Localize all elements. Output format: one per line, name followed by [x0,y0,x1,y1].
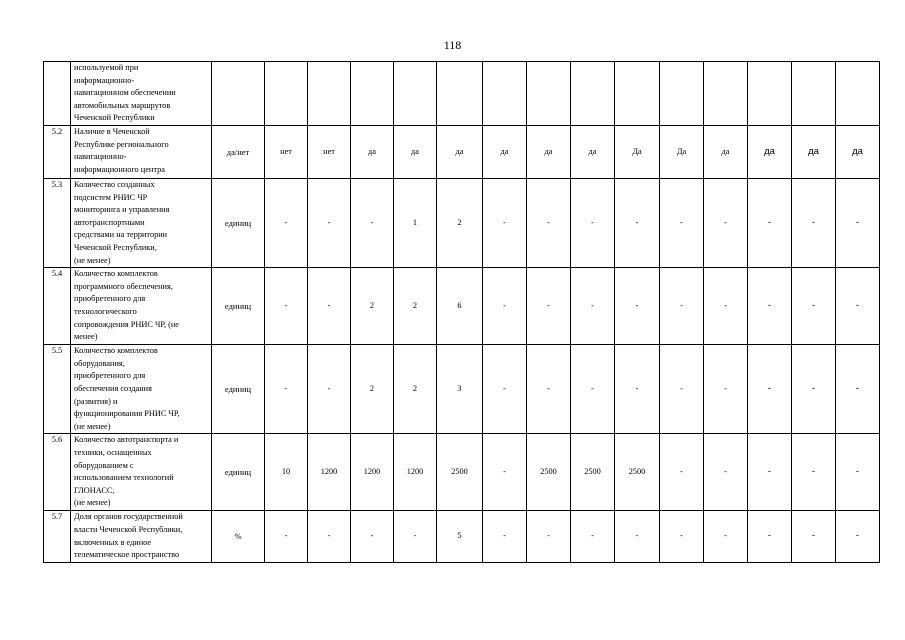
value-cell: - [351,511,394,562]
value-cell [792,62,836,126]
value-cell [351,62,394,126]
row-number: 5.4 [44,268,71,345]
indicator-description [71,62,212,126]
value-cell: - [483,511,527,562]
value-cell: - [748,345,792,434]
unit-cell: единиц [212,434,265,511]
value-cell: - [792,434,836,511]
value-cell: 2 [437,179,483,268]
value-cell: да [437,126,483,179]
indicator-description [71,434,212,511]
indicator-description [71,345,212,434]
value-cell: - [483,179,527,268]
value-cell: - [308,179,351,268]
value-cell: - [704,179,748,268]
value-cell: нет [308,126,351,179]
value-cell [704,62,748,126]
value-cell: да [351,126,394,179]
value-cell: - [265,345,308,434]
value-cell [308,62,351,126]
value-cell: - [792,511,836,562]
value-cell: да [527,126,571,179]
value-cell: 6 [437,268,483,345]
indicator-description [71,179,212,268]
description-line: Количество созданных [74,180,155,189]
value-cell: - [836,434,880,511]
value-cell: 3 [437,345,483,434]
table-row [44,268,880,345]
value-cell: - [527,179,571,268]
indicator-description [71,126,212,179]
value-cell: - [660,511,704,562]
value-cell: 5 [437,511,483,562]
value-cell: - [748,179,792,268]
value-cell: 1200 [308,434,351,511]
description-line: использованием технологий [74,473,174,483]
row-number: 5.2 [44,126,71,179]
value-cell: - [571,268,615,345]
value-cell: - [615,511,660,562]
value-cell: - [527,511,571,562]
table-row [44,511,880,562]
description-line: менее) [74,332,98,342]
table-row [44,345,880,434]
value-cell: - [308,345,351,434]
value-cell: - [483,268,527,345]
value-cell: - [527,345,571,434]
value-cell: - [571,345,615,434]
value-cell: - [704,434,748,511]
description-line: сопровождения РНИС ЧР, (не [74,319,179,329]
value-cell: - [483,345,527,434]
value-cell: - [704,511,748,562]
table-row [44,434,880,511]
value-cell: - [265,268,308,345]
value-cell: - [660,434,704,511]
description-line: Наличие в Чеченской [74,127,150,136]
description-line: информационного центра [74,164,165,174]
value-cell: 2500 [571,434,615,511]
row-number [44,62,71,126]
row-number: 5.3 [44,179,71,268]
description-line: используемой при [74,63,139,72]
description-line: Доля органов государственной [74,512,183,522]
description-line: Республике регионального [74,139,169,149]
value-cell: - [571,179,615,268]
value-cell: - [660,179,704,268]
description-line: обеспечения создания [74,383,152,393]
table-row [44,126,880,179]
value-cell [615,62,660,126]
indicators-table [43,61,880,563]
description-line: средствами на территории [74,230,168,240]
value-cell: 2 [351,268,394,345]
table-row [44,179,880,268]
value-cell: - [308,511,351,562]
description-line: технологического [74,306,137,316]
description-line: Количество комплектов [74,269,158,279]
value-cell: 2500 [527,434,571,511]
description-line: включенных в единое [74,537,152,547]
row-number: 5.5 [44,345,71,434]
description-line: навигационно- [74,152,127,162]
description-line: приобретенного для [74,371,146,381]
description-line: информационно- [74,75,135,85]
value-cell: - [660,268,704,345]
row-number: 5.7 [44,511,71,562]
value-cell: - [704,268,748,345]
description-line: Чеченской Республики [74,113,155,123]
value-cell: да [792,126,836,179]
value-cell: - [792,345,836,434]
value-cell: - [483,434,527,511]
value-cell: - [792,179,836,268]
value-cell: - [571,511,615,562]
value-cell: да [571,126,615,179]
value-cell [660,62,704,126]
value-cell [571,62,615,126]
unit-cell: единиц [212,268,265,345]
value-cell: - [308,268,351,345]
description-line: мониторинга и управления [74,205,170,215]
value-cell: Да [660,126,704,179]
value-cell: - [836,511,880,562]
value-cell: да [836,126,880,179]
value-cell: - [527,268,571,345]
unit-cell: да/нет [212,126,265,179]
value-cell: - [836,345,880,434]
value-cell [437,62,483,126]
value-cell: 1 [394,179,437,268]
value-cell: - [265,179,308,268]
value-cell: да [394,126,437,179]
description-line: автомобильных маршрутов [74,100,171,110]
value-cell [748,62,792,126]
description-line: (не менее) [74,421,111,431]
description-line: оборудования, [74,358,125,368]
description-line: техники, оснащенных [74,447,152,457]
value-cell: нет [265,126,308,179]
value-cell: 1200 [394,434,437,511]
value-cell [265,62,308,126]
value-cell [527,62,571,126]
value-cell: - [660,345,704,434]
unit-cell: единиц [212,345,265,434]
value-cell: 2 [351,345,394,434]
description-line: Количество автотранспорта и [74,435,179,445]
description-line: власти Чеченской Республики, [74,524,183,534]
value-cell: - [704,345,748,434]
value-cell: 2500 [437,434,483,511]
value-cell [483,62,527,126]
unit-cell: единиц [212,179,265,268]
value-cell: 10 [265,434,308,511]
value-cell: - [265,511,308,562]
value-cell: 2 [394,268,437,345]
description-line: подсистем РНИС ЧР [74,192,148,202]
unit-cell [212,62,265,126]
table-row [44,62,880,126]
value-cell: - [615,179,660,268]
description-line: Количество комплектов [74,346,158,356]
value-cell [836,62,880,126]
description-line: (не менее) [74,255,111,265]
description-line: оборудованием с [74,460,134,470]
description-line: программного обеспечения, [74,281,173,291]
value-cell [394,62,437,126]
value-cell: - [748,268,792,345]
value-cell: - [836,268,880,345]
row-number: 5.6 [44,434,71,511]
value-cell: 2500 [615,434,660,511]
description-line: (развития) и [74,396,118,406]
description-line: автотранспортными [74,217,145,227]
description-line: навигационном обеспечении [74,88,176,98]
value-cell: - [615,345,660,434]
indicator-description [71,268,212,345]
unit-cell: % [212,511,265,562]
description-line: ГЛОНАСС, [74,485,115,495]
value-cell: - [351,179,394,268]
value-cell: да [748,126,792,179]
description-line: функционирования РНИС ЧР, [74,409,180,419]
description-line: Чеченской Республики, [74,242,157,252]
description-line: (не менее) [74,498,111,508]
description-line: телематическое пространство [74,550,180,560]
description-line: приобретенного для [74,294,146,304]
value-cell: - [748,434,792,511]
value-cell: - [836,179,880,268]
indicator-description [71,511,212,562]
value-cell: Да [615,126,660,179]
value-cell: 1200 [351,434,394,511]
value-cell: - [748,511,792,562]
page-number: 118 [443,38,462,52]
value-cell: да [704,126,748,179]
value-cell: - [792,268,836,345]
value-cell: - [615,268,660,345]
value-cell: да [483,126,527,179]
value-cell: 2 [394,345,437,434]
value-cell: - [394,511,437,562]
